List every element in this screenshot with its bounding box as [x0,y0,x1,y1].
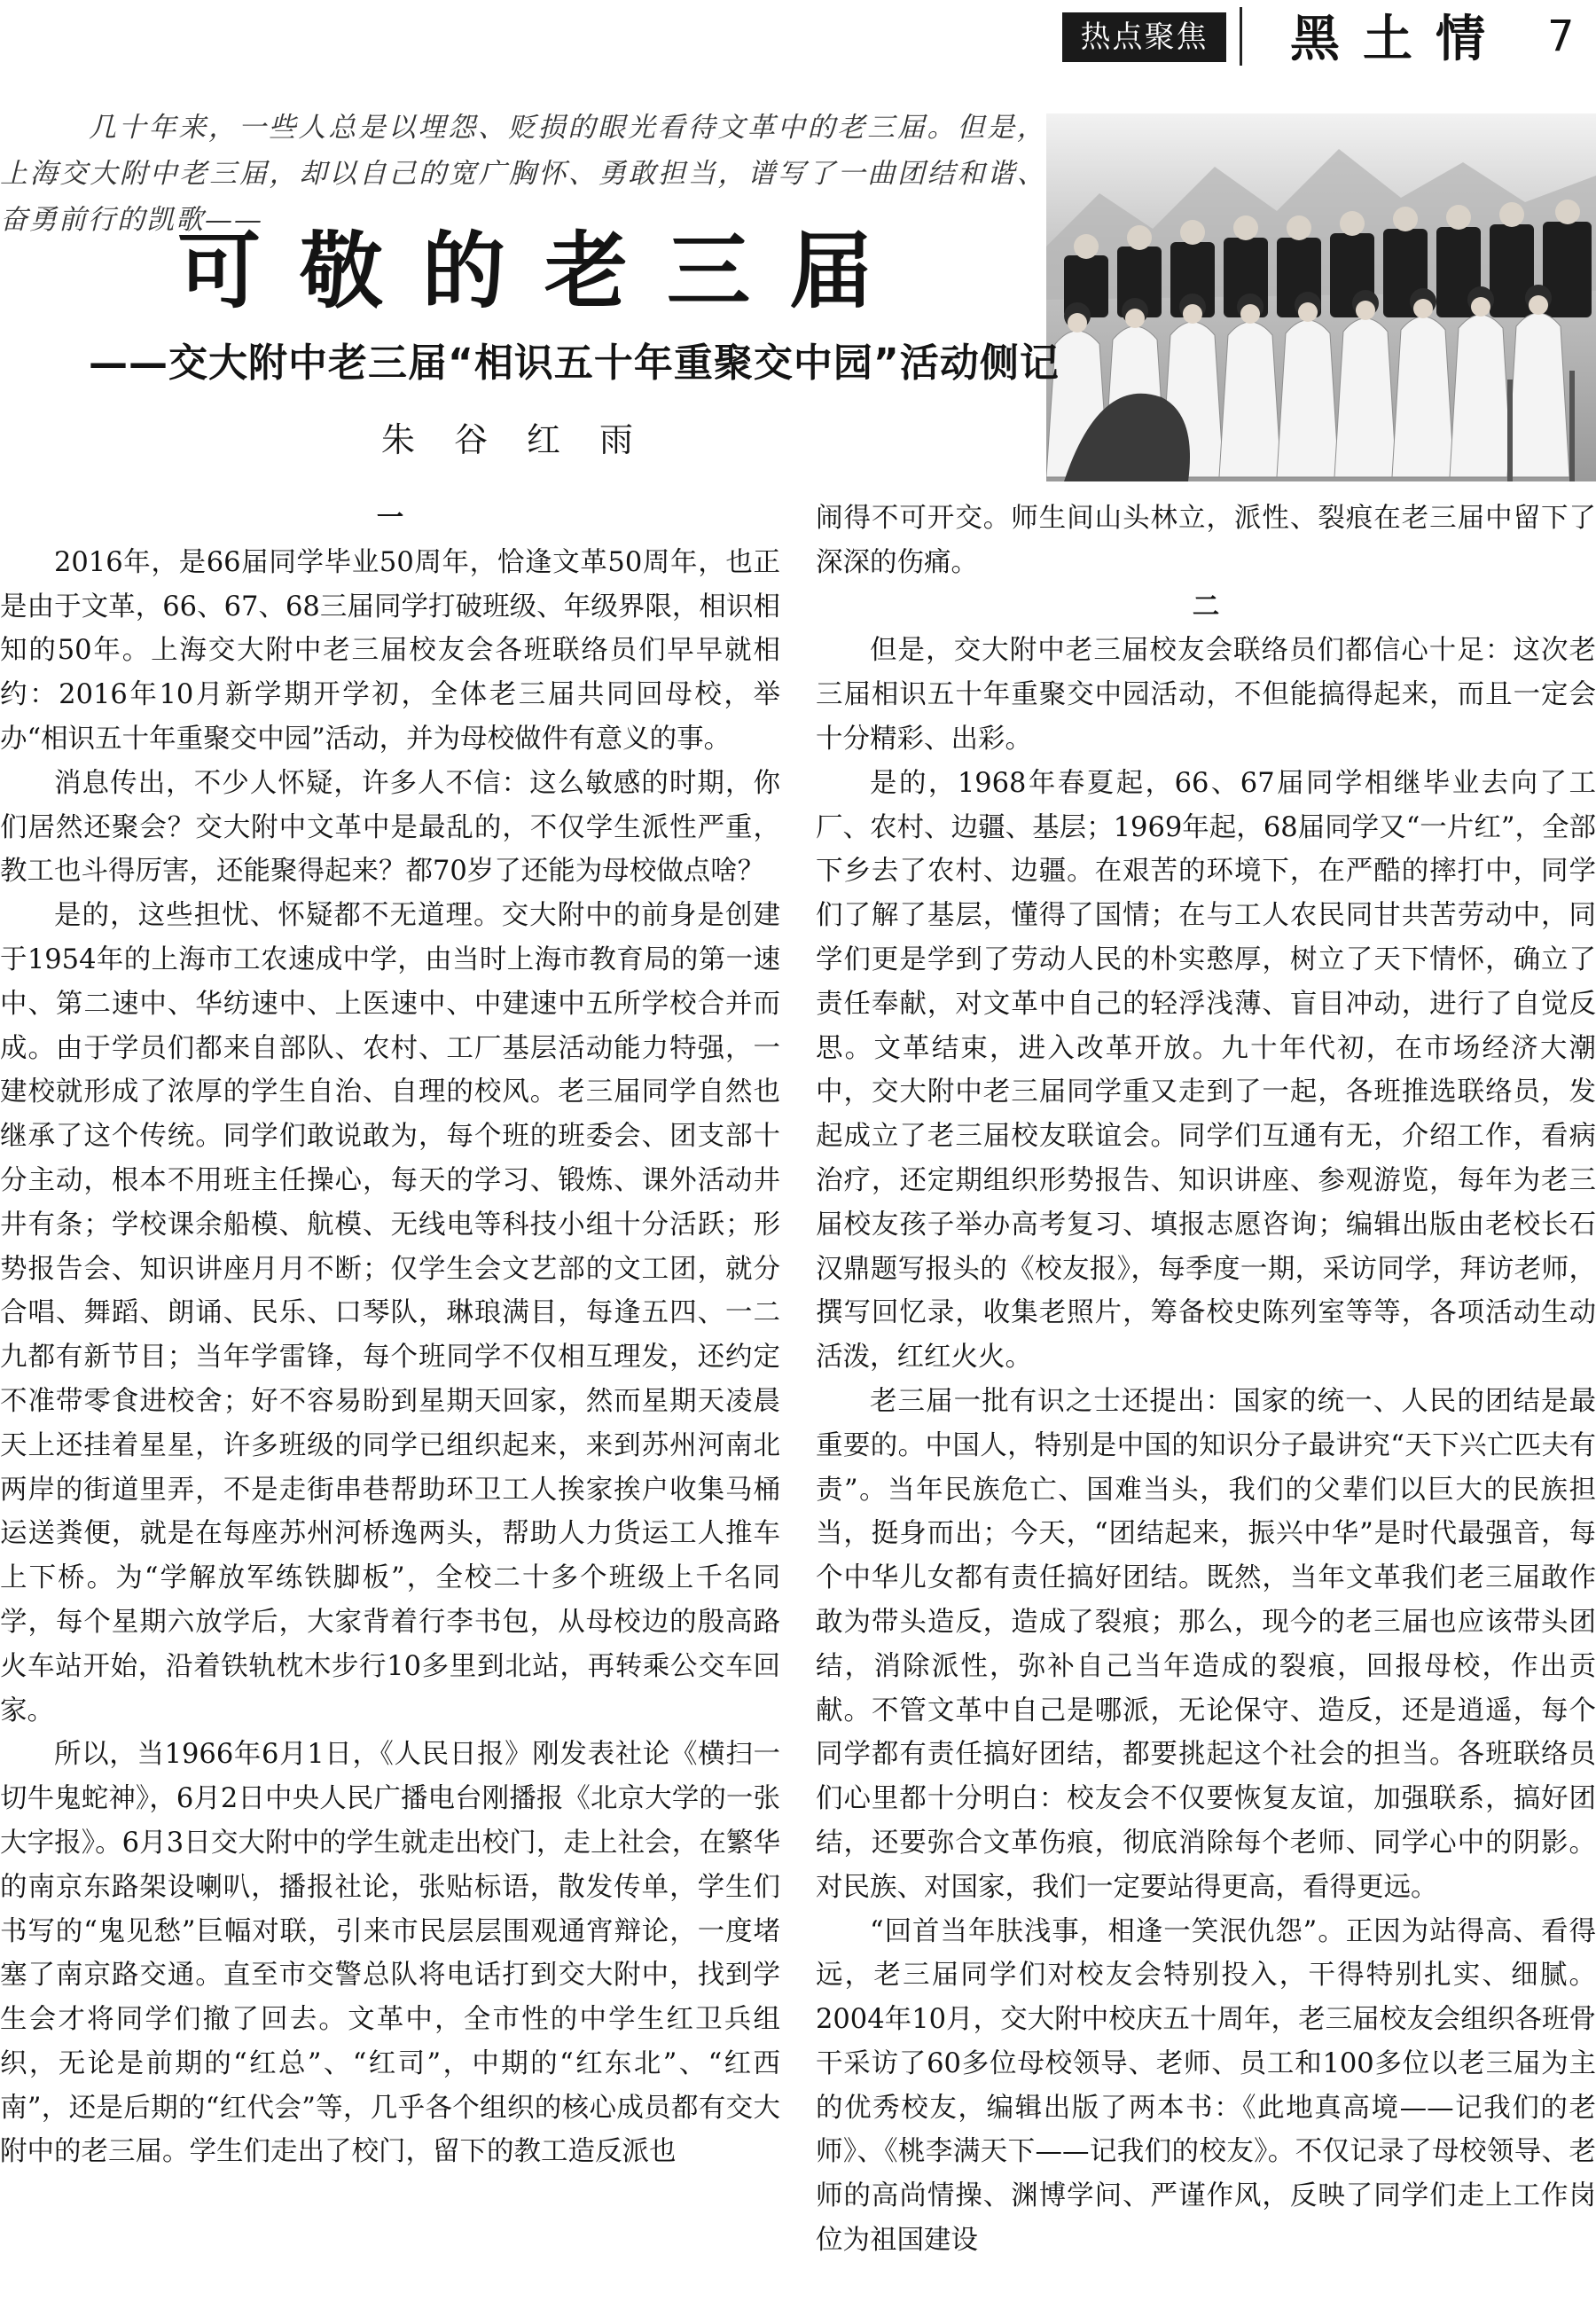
section-heading-1: 一 [376,502,404,534]
paragraph: 所以，当1966年6月1日，《人民日报》刚发表社论《横扫一切牛鬼蛇神》，6月2日中央人民广播电台刚播报《北京大学的一张大字报》。6月3日交大附中的学生就走出校门，走上社会，在繁华的南京东路架设喇叭，播报社论，张贴标语，散发传单，学生们书写的“鬼见愁”巨幅对联，引来市民层层围观通宵辩论，一度堵塞了南京路交通。直至市交警总队将电话打到交大附中，找到学生会才将同学们撤了回去。文革中，全市性的中学生红卫兵组织，无论是前期的“红总”、“红司”，中期的“红东北”、“红西南”，还是后期的“红代会”等，几乎各个组织的核心成员都有交大附中的老三届。学生们走出了校门，留下的教工造反派也 [0,1739,780,2168]
section-heading-2: 二 [1192,590,1220,622]
page-number: 7 [1547,12,1575,61]
paragraph: 是的，1968年春夏起，66、67届同学相继毕业去向了工厂、农村、边疆、基层；1969年起，68届同学又“一片红”，全部下乡去了农村、边疆。在艰苦的环境下，在严酷的摔打中，同学们了解了基层，懂得了国情；在与工人农民同甘共苦劳动中，同学们更是学到了劳动人民的朴实憨厚，树立了天下情怀，确立了责任奉献，对文革中自己的轻浮浅薄、盲目冲动，进行了自觉反思。文革结束，进入改革开放。九十年代初，在市场经济大潮中，交大附中老三届同学重又走到了一起，各班推选联络员，发起成立了老三届校友联谊会。同学们互通有无，介绍工作，看病治疗，还定期组织形势报告、知识讲座、参观游览，每年为老三届校友孩子举办高考复习、填报志愿咨询；编辑出版由老校长石汉鼎题写报头的《校友报》，每季度一期，采访同学，拜访老师，撰写回忆录，收集老照片，筹备校史陈列室等等，各项活动生动活泼，红红火火。 [816,767,1596,1374]
left-column [0,497,780,2174]
masthead: 黑土情 [1290,10,1508,68]
choir-photo [1046,113,1596,481]
article-author: 朱谷红雨 [381,420,673,459]
paragraph: 2016年，是66届同学毕业50周年，恰逢文革50周年，也正是由于文革，66、67、68三届同学打破班级、年级界限，相识相知的50年。上海交大附中老三届校友会各班联络员们早早就相约：2016年10月新学期开学初，全体老三届共同回母校，举办“相识五十年重聚交中园”活动，并为母校做件有意义的事。 [0,546,780,755]
section-tag: 热点聚焦 [1062,12,1226,62]
header-divider [1240,7,1242,66]
intro-paragraph [0,105,1046,243]
paragraph: 但是，交大附中老三届校友会联络员们都信心十足：这次老三届相识五十年重聚交中园活动，不但能搞得起来，而且一定会十分精彩、出彩。 [816,635,1596,755]
paragraph: 是的，这些担忧、怀疑都不无道理。交大附中的前身是创建于1954年的上海市工农速成中学，由当时上海市教育局的第一速中、第二速中、华纺速中、上医速中、中建速中五所学校合并而成。由于学员们都来自部队、农村、工厂基层活动能力特强，一建校就形成了浓厚的学生自治、自理的校风。老三届同学自然也继承了这个传统。同学们敢说敢为，每个班的班委会、团支部十分主动，根本不用班主任操心，每天的学习、锻炼、课外活动井井有条；学校课余船模、航模、无线电等科技小组十分活跃；形势报告会、知识讲座月月不断；仅学生会文艺部的文工团，就分合唱、舞蹈、朗诵、民乐、口琴队，琳琅满目，每逢五四、一二九都有新节目；当年学雷锋，每个班同学不仅相互理发，还约定不准带零食进校舍；好不容易盼到星期天回家，然而星期天凌晨天上还挂着星星，许多班级的同学已组织起来，来到苏州河南北两岸的街道里弄，不是走街串巷帮助环卫工人挨家挨户收集马桶运送粪便，就是在每座苏州河桥逸两头，帮助人力货运工人推车上下桥。为“学解放军练铁脚板”，全校二十多个班级上千名同学，每个星期六放学后，大家背着行李书包，从母校边的殷高路火车站开始，沿着铁轨枕木步行10多里到北站，再转乘公交车回家。 [0,900,780,1726]
right-column [816,497,1596,2263]
paragraph: 老三届一批有识之士还提出：国家的统一、人民的团结是最重要的。中国人，特别是中国的知识分子最讲究“天下兴亡匹夫有责”。当年民族危亡、国难当头，我们的父辈们以巨大的民族担当，挺身而出；今天，“团结起来，振兴中华”是时代最强音，每个中华儿女都有责任搞好团结。既然，当年文革我们老三届敢作敢为带头造反，造成了裂痕；那么，现今的老三届也应该带头团结，消除派性，弥补自己当年造成的裂痕，回报母校，作出贡献。不管文革中自己是哪派，无论保守、造反，还是逍遥，每个同学都有责任搞好团结，都要挑起这个社会的担当。各班联络员们心里都十分明白：校友会不仅要恢复友谊，加强联系，搞好团结，还要弥合文革伤痕，彻底消除每个老师、同学心中的阴影。对民族、对国家，我们一定要站得更高，看得更远。 [816,1385,1596,1903]
paragraph-continued: 闹得不可开交。师生间山头林立，派性、裂痕在老三届中留下了深深的伤痛。 [816,503,1596,578]
page-header [0,0,1596,80]
article-subtitle: ——交大附中老三届“相识五十年重聚交中园”活动侧记 [89,340,1060,386]
intro-text: 几十年来，一些人总是以埋怨、贬损的眼光看待文革中的老三届。但是，上海交大附中老三届，却以自己的宽广胸怀、勇敢担当，谱写了一曲团结和谐、奋勇前行的凯歌—— [0,112,1046,236]
paragraph: 消息传出，不少人怀疑，许多人不信：这么敏感的时期，你们居然还聚会？交大附中文革中是最乱的，不仅学生派性严重，教工也斗得厉害，还能聚得起来？都70岁了还能为母校做点啥？ [0,767,780,888]
article-title: 可敬的老三届 [177,223,912,320]
paragraph: “回首当年肤浅事，相逢一笑泯仇怨”。正因为站得高、看得远，老三届同学们对校友会特别投入，干得特别扎实、细腻。2004年10月，交大附中校庆五十周年，老三届校友会组织各班骨干采访了60多位母校领导、老师、员工和100多位以老三届为主的优秀校友，编辑出版了两本书：《此地真高境——记我们的老师》、《桃李满天下——记我们的校友》。不仅记录了母校领导、老师的高尚情操、渊博学问、严谨作风，反映了同学们走上工作岗位为祖国建设 [816,1915,1596,2257]
choir-photo-illustration [1046,113,1596,481]
